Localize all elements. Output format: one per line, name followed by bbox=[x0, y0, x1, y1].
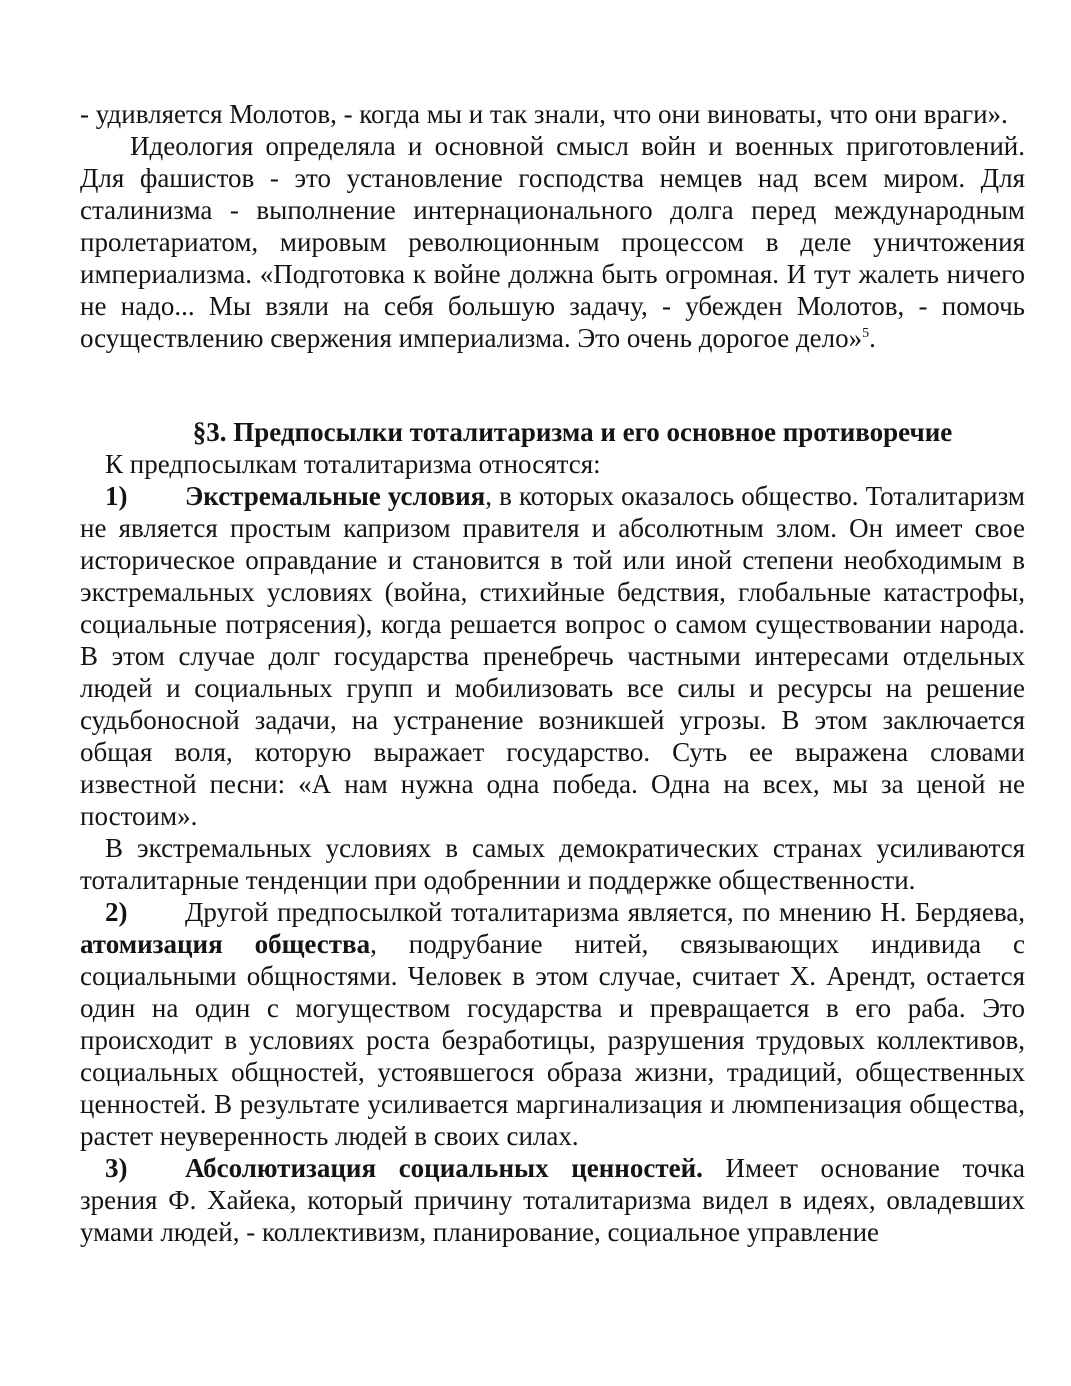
list-item-2-text-a: Другой предпосылкой тоталитаризма является, по мнению Н. Бердяева, bbox=[185, 897, 1025, 927]
section-heading: §3. Предпосылки тоталитаризма и его основное противоречие bbox=[192, 417, 953, 447]
list-number: 2) bbox=[105, 897, 128, 927]
footnote-marker: 5 bbox=[862, 326, 870, 341]
list-item-2-text-b: , подрубание нитей, связывающих индивида с социальными общностями. Человек в этом случае, считает Х. Арендт, остается один на один с могуществом государства и превращается в его раба. Это происходит в условиях роста безработицы, разрушения трудовых коллективов, социальных общностей, устоявшегося образа жизни, традиций, общественных ценностей. В результате усиливается маргинализация и люмпенизация общества, растет неуверенность людей в своих силах. bbox=[80, 929, 1025, 1151]
list-item-1-term: Экстремальные условия bbox=[185, 481, 486, 511]
list-item-1-text: , в которых оказалось общество. Тоталитаризм не является простым капризом правителя и абсолютным злом. Он имеет свое историческое оправдание и становится в той или иной степени необходимым в экстремальных условиях (война, стихийные бедствия, глобальные катастрофы, социальные потрясения), когда решается вопрос о самом существовании народа. В этом случае долг государства пренебречь частными интересами отдельных людей и социальных групп и мобилизовать все силы и ресурсы на решение судьбоносной задачи, на устранение возникшей угрозы. В этом заключается общая воля, которую выражает государство. Суть ее выражена словами известной песни: «А нам нужна одна победа. Одна на всех, мы за ценой не постоим». bbox=[80, 481, 1025, 831]
paragraph-ideology-end: . bbox=[869, 323, 876, 353]
list-number: 3) bbox=[105, 1153, 128, 1183]
section-gap bbox=[80, 354, 1025, 416]
list-item-3-text: Имеет основание точка зрения Ф. Хайека, который причину тоталитаризма видел в идеях, овладевших умами людей, - коллективизм, планирование, социальное управление bbox=[80, 1153, 1025, 1247]
list-item-1 bbox=[80, 480, 1025, 832]
paragraph-extreme-conditions: В экстремальных условиях в самых демократических странах усиливаются тоталитарные тенденции при одобреннии и поддержке общественности. bbox=[80, 833, 1025, 895]
list-item-2-term: атомизация общества bbox=[80, 929, 371, 959]
paragraph-ideology bbox=[80, 130, 1025, 354]
document-page bbox=[80, 98, 1025, 1248]
paragraph-molotov-quote-end: - удивляется Молотов, - когда мы и так знали, что они виноваты, что они враги». bbox=[80, 99, 1008, 129]
paragraph-ideology-text: Идеология определяла и основной смысл войн и военных приготовлений. Для фашистов - это установление господства немцев над всем миром. Для сталинизма - выполнение интернационального долга перед международным пролетариатом, мировым революционным процессом в деле уничтожения империализма. «Подготовка к войне должна быть огромная. И тут жалеть ничего не надо... Мы взяли на себя большую задачу, - убежден Молотов, - помочь осуществлению свержения империализма. Это очень дорогое дело» bbox=[80, 131, 1025, 353]
list-item-3 bbox=[80, 1152, 1025, 1248]
list-item-3-term: Абсолютизация социальных ценностей. bbox=[185, 1153, 703, 1183]
list-item-2 bbox=[80, 896, 1025, 1152]
list-number: 1) bbox=[105, 481, 128, 511]
paragraph-intro: К предпосылкам тоталитаризма относятся: bbox=[105, 449, 601, 479]
